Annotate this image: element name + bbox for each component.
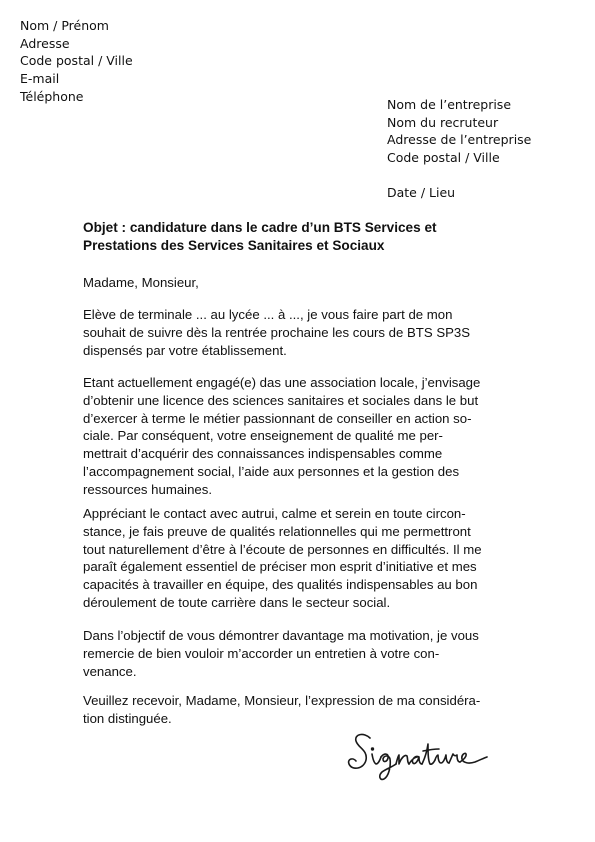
paragraph-line: Dans l’objectif de vous démontrer davantage ma motivation, je vous xyxy=(83,628,479,643)
sender-block xyxy=(20,17,133,106)
paragraph-introduction xyxy=(83,306,513,359)
sender-name: Nom / Prénom xyxy=(20,18,109,33)
paragraph-line: Appréciant le contact avec autrui, calme et serein en toute circon- xyxy=(83,506,466,521)
paragraph-line: capacités à travailler en équipe, des qualités indispensables au bon xyxy=(83,577,478,593)
paragraph-line: mettrait d’acquérir des connaissances indispensables comme xyxy=(83,446,443,462)
recipient-company: Nom de l’entreprise xyxy=(387,97,512,112)
paragraph-line: Etant actuellement engagé(e) das une association locale, j’envisage xyxy=(83,375,481,390)
paragraph-line: ciale. Par conséquent, votre enseignement de qualité me per- xyxy=(83,428,443,444)
paragraph-line: tout naturellement d’être à l’écoute de personnes en difficultés. Il me xyxy=(83,541,482,557)
paragraph-interview-request xyxy=(83,627,513,680)
sender-address: Adresse xyxy=(20,35,70,51)
paragraph-closing xyxy=(83,692,513,728)
sender-phone: Téléphone xyxy=(20,88,84,104)
letter-subject xyxy=(83,219,503,256)
paragraph-line: venance. xyxy=(83,663,137,679)
recipient-block xyxy=(387,96,531,167)
paragraph-line: dispensés par votre établissement. xyxy=(83,342,287,358)
paragraph-line: déroulement de toute carrière dans le secteur social. xyxy=(83,594,391,610)
sender-postal-city: Code postal / Ville xyxy=(20,53,133,69)
salutation: Madame, Monsieur, xyxy=(83,275,199,290)
paragraph-motivation xyxy=(83,374,513,499)
recipient-address: Adresse de l’entreprise xyxy=(387,132,532,148)
sender-email: E-mail xyxy=(20,71,60,87)
paragraph-line: stance, je fais preuve de qualités relationnelles qui me permettront xyxy=(83,523,471,539)
paragraph-line: d’obtenir une licence des sciences sanitaires et sociales dans le but xyxy=(83,392,479,408)
paragraph-line: Elève de terminale ... au lycée ... à ..., je vous faire part de mon xyxy=(83,307,453,322)
signature-strokes xyxy=(349,734,487,779)
subject-line: Objet : candidature dans le cadre d’un BTS Services et xyxy=(83,220,437,235)
paragraph-line: souhait de suivre dès la rentrée prochaine les cours de BTS SP3S xyxy=(83,324,471,340)
subject-line: Prestations des Services Sanitaires et Sociaux xyxy=(83,238,385,254)
paragraph-line: paraît également essentiel de préciser mon esprit d’initiative et mes xyxy=(83,559,477,575)
date-place: Date / Lieu xyxy=(387,185,456,200)
paragraph-qualities xyxy=(83,505,513,612)
recipient-postal-city: Code postal / Ville xyxy=(387,150,500,166)
paragraph-line: ressources humaines. xyxy=(83,481,213,497)
paragraph-line: Veuillez recevoir, Madame, Monsieur, l’expression de ma considéra- xyxy=(83,693,481,708)
recipient-recruiter: Nom du recruteur xyxy=(387,114,499,130)
paragraph-line: l’accompagnement social, l’aide aux personnes et la gestion des xyxy=(83,463,460,479)
paragraph-line: tion distinguée. xyxy=(83,710,172,726)
handwritten-signature xyxy=(342,724,492,784)
paragraph-line: remercie de bien vouloir m’accorder un entretien à votre con- xyxy=(83,645,440,661)
paragraph-line: d’exercer à terme le métier passionnant de conseiller en action so- xyxy=(83,410,472,426)
